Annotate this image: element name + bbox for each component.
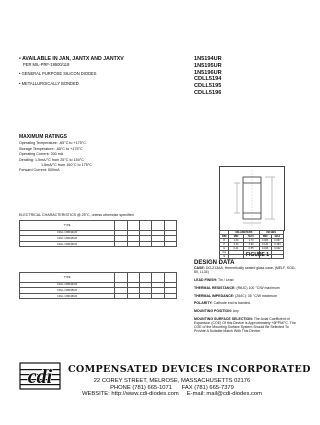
design-data	[194, 261, 296, 337]
company-logo	[19, 362, 61, 390]
website: WEBSITE: http://www.cdi-diodes.com	[82, 391, 179, 398]
company-name: COMPENSATED DEVICES INCORPORATED	[68, 364, 311, 375]
dims-header-mm: MILLIMETERS	[229, 231, 259, 235]
package-drawing	[219, 166, 285, 231]
maximum-ratings	[19, 135, 92, 174]
type-header: TYPE	[20, 221, 115, 231]
electrical-table-2	[19, 272, 177, 299]
part-number: CDLL5194	[194, 76, 222, 83]
design-item: LEAD FINISH: Tin / Lead	[194, 278, 234, 283]
part-number-list	[194, 56, 222, 97]
phone-fax	[82, 385, 262, 392]
type-cell: CDLL 1N5195UR	[20, 288, 115, 294]
dims-header-in: INCHES	[259, 231, 283, 235]
feature-item: • METALLURGICALLY BONDED	[19, 80, 79, 86]
type-cell: CDLL 1N5196UR	[20, 241, 115, 247]
rating-line: Forward Current: 500mA	[19, 168, 60, 173]
type-cell: CDLL 1N5194UR	[20, 230, 115, 236]
design-item: THERMAL IMPEDANCE: (ZθJC): 35 °C/W maximum	[194, 293, 278, 298]
logo-text: cdi	[27, 366, 53, 388]
feature-item: PER MIL-PRF-19500/118	[23, 62, 70, 68]
type-cell: CDLL 1N5196UR	[20, 293, 115, 299]
table-row: S	[220, 255, 284, 259]
part-number: CDLL5195	[194, 83, 222, 90]
electrical-table-1	[19, 220, 177, 247]
design-item: MOUNTING POSITION: Any	[194, 308, 239, 313]
rating-line: Derating: 1.5mA/°C from 25°C to 150°C	[19, 157, 84, 162]
type-cell: CDLL 1N5195UR	[20, 236, 115, 242]
company-contact	[82, 378, 262, 398]
part-number: CDLL5196	[194, 89, 222, 96]
rating-line: Operating Temperature: -65°C to +175°C	[19, 141, 86, 146]
table-row: G 0.41 0.55 0.016 0.022	[220, 247, 284, 251]
dimensions-table: MILLIMETERS INCHES DIM MIN MAX MIN MAX D 1.60 1.70 0.063 0.067 P 3.40 3.90 0.134 0.154 G 0.41 0.55 0.016 0.022 G1 S	[219, 230, 284, 259]
type-cell: CDLL 1N5194UR	[20, 282, 115, 288]
web-email	[82, 391, 262, 398]
figure-label: FIGURE 1	[246, 252, 270, 258]
rating-line: Operating Current: 200 mA	[19, 152, 64, 157]
part-number: 1N5196UR	[194, 69, 222, 76]
design-item: POLARITY: Cathode end is banded.	[194, 301, 251, 306]
diode-outline-drawing	[220, 167, 284, 230]
feature-item: • AVAILABLE IN JAN, JANTX AND JANTXV	[19, 56, 124, 62]
rating-line: 1.5mA/°C from 150°C to 175°C	[41, 163, 92, 168]
part-number: 1N5194UR	[194, 56, 222, 62]
table-row: D 1.60 1.70 0.063 0.067	[220, 239, 284, 243]
section-title: DESIGN DATA	[194, 260, 235, 266]
email: E-mail: mail@cdi-diodes.com	[186, 391, 262, 398]
design-item: MOUNTING SURFACE SELECTION: The Axial Coefficient of Expansion (COE) Of this Device is Approximately +6PPM/°C. The COE of the Mounting Surface System Should Be Selected To Provide A Suitable Match With This Device.	[194, 316, 296, 334]
electrical-characteristics-title: ELECTRICAL CHARACTERISTICS @ 25°C, unless otherwise specified	[19, 213, 134, 217]
fax: FAX (781) 665-7379	[181, 384, 234, 391]
rating-line: Storage Temperature: -65°C to +175°C	[19, 146, 83, 151]
cdi-logo-icon	[19, 362, 61, 390]
section-title: MAXIMUM RATINGS	[19, 134, 67, 140]
table-row: P 3.40 3.90 0.134 0.154	[220, 243, 284, 247]
design-item: CASE: DO-213AA, Hermetically sealed glass case. (MELF, SOD-80, LL34)	[194, 266, 296, 275]
phone: PHONE (781) 665-1071	[110, 384, 172, 391]
feature-list	[19, 56, 199, 87]
type-header: TYPE	[20, 273, 115, 283]
design-item: THERMAL RESISTANCE: (RθJC) 100 °C/W maximum	[194, 285, 280, 290]
part-number: 1N5195UR	[194, 62, 222, 69]
table-row: G1	[220, 251, 284, 255]
address: 22 COREY STREET, MELROSE, MASSACHUSETTS 02176	[93, 378, 251, 384]
feature-item: • GENERAL PURPOSE SILICON DIODES	[19, 71, 97, 77]
